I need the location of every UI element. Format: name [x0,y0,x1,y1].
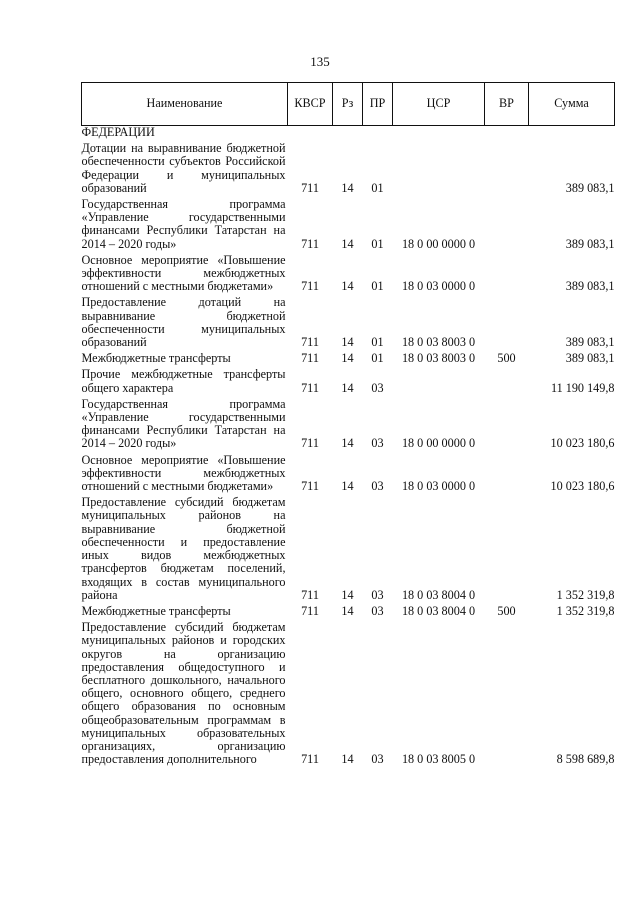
row-csr [393,141,485,197]
table-row [82,367,615,396]
row-name: Предоставление дотаций на выравнивание бюджетной обеспеченности муниципальных образований [81,295,286,350]
table-row [82,604,615,620]
row-kvsr: 711 [301,335,319,350]
row-vr [485,495,529,604]
row-csr: 18 0 03 8003 0 [401,335,476,350]
page-number: 135 [310,54,330,69]
header-csr: ЦСР [393,83,485,126]
header-pr: ПР [363,83,393,126]
row-name: Государственная программа «Управление государственными финансами Республики Татарстан на 2014 – 2020 годы» [81,396,286,451]
row-csr: 18 0 03 0000 0 [401,479,476,494]
table-row [82,197,615,253]
row-pr [363,126,393,142]
row-vr [485,295,529,351]
table-row [82,253,615,296]
table-row [82,141,615,197]
row-rz [333,126,363,142]
row-csr: 18 0 03 8003 0 [401,351,476,366]
row-pr: 01 [371,180,384,195]
table-row [82,453,615,496]
table-row [82,397,615,453]
row-rz: 14 [341,603,354,618]
table-row [82,126,615,142]
row-rz: 14 [341,587,354,602]
row-sum: 1 352 319,8 [556,587,615,602]
row-rz: 14 [341,236,354,251]
row-vr [485,367,529,396]
row-kvsr: 711 [301,380,319,395]
row-kvsr [288,126,333,142]
row-kvsr: 711 [301,587,319,602]
row-name: Дотации на выравнивание бюджетной обеспеченности субъектов Российской Федерации и муниципальных образований [81,141,286,195]
row-kvsr: 711 [301,279,319,294]
row-sum: 389 083,1 [565,236,615,251]
row-sum: 389 083,1 [565,180,615,195]
row-vr [485,397,529,453]
row-pr: 03 [371,436,384,451]
row-csr: 18 0 00 0000 0 [401,436,476,451]
row-sum: 8 598 689,8 [556,752,615,767]
row-kvsr: 711 [301,603,319,618]
row-pr: 03 [371,380,384,395]
row-pr: 03 [371,603,384,618]
row-pr: 01 [371,351,384,366]
row-vr [485,253,529,296]
row-sum [529,126,615,142]
row-kvsr: 711 [301,236,319,251]
row-pr: 03 [371,752,384,767]
table-row [82,295,615,351]
row-kvsr: 711 [301,180,319,195]
row-kvsr: 711 [301,351,319,366]
row-pr: 01 [371,236,384,251]
row-rz: 14 [341,752,354,767]
row-csr: 18 0 03 0000 0 [401,279,476,294]
row-vr [485,197,529,253]
row-vr: 500 [497,603,516,618]
header-kvsr: КВСР [288,83,333,126]
table-row [82,351,615,367]
row-sum: 10 023 180,6 [550,436,615,451]
row-vr [485,453,529,496]
row-rz: 14 [341,479,354,494]
row-sum: 389 083,1 [565,351,615,366]
row-rz: 14 [341,180,354,195]
row-name: Государственная программа «Управление государственными финансами Республики Татарстан на 2014 – 2020 годы» [81,197,286,251]
row-kvsr: 711 [301,479,319,494]
row-name: ФЕДЕРАЦИИ [81,125,155,139]
row-vr [485,126,529,142]
budget-table [81,82,615,768]
table-row [82,495,615,604]
row-csr [393,126,485,142]
row-name: Межбюджетные трансферты [81,351,231,366]
row-rz: 14 [341,380,354,395]
row-rz: 14 [341,351,354,366]
header-sum: Сумма [529,83,615,126]
row-rz: 14 [341,335,354,350]
header-name: Наименование [82,83,288,126]
row-name: Межбюджетные трансферты [81,603,231,618]
row-rz: 14 [341,436,354,451]
row-rz: 14 [341,279,354,294]
row-sum: 1 352 319,8 [556,603,615,618]
header-vr: ВР [485,83,529,126]
row-csr: 18 0 03 8005 0 [401,752,476,767]
row-name: Предоставление субсидий бюджетам муниципальных районов на выравнивание бюджетной обеспеченности и предоставление иных видов межбюджетных трансфертов бюджетам поселений, входящих в состав муниципального района [81,495,286,602]
row-csr: 18 0 03 8004 0 [401,603,476,618]
row-sum: 11 190 149,8 [550,380,615,395]
row-csr [393,367,485,396]
table-row [82,620,615,768]
row-csr: 18 0 00 0000 0 [401,236,476,251]
row-vr: 500 [497,351,516,366]
row-vr [485,141,529,197]
header-rz: Рз [333,83,363,126]
row-name: Предоставление субсидий бюджетам муниципальных районов и городских округов на организацию предоставления общедоступного и бесплатного дошкольного, начального общего, основного общего, среднего общего образования по основным общеобразовательным программам в муниципальных образовательных организациях, организацию предоставления дополнительного [81,620,286,767]
row-kvsr: 711 [301,436,319,451]
row-pr: 01 [371,335,384,350]
row-name: Основное мероприятие «Повышение эффективности межбюджетных отношений с местными бюджетами» [81,252,286,294]
row-name: Основное мероприятие «Повышение эффективности межбюджетных отношений с местными бюджетами» [81,452,286,494]
row-pr: 03 [371,479,384,494]
row-kvsr: 711 [301,752,319,767]
row-sum: 389 083,1 [565,335,615,350]
table-header-row [82,83,615,126]
row-name: Прочие межбюджетные трансферты общего характера [81,367,286,395]
row-sum: 10 023 180,6 [550,479,615,494]
row-vr [485,620,529,768]
row-pr: 03 [371,587,384,602]
row-csr: 18 0 03 8004 0 [401,587,476,602]
row-sum: 389 083,1 [565,279,615,294]
row-pr: 01 [371,279,384,294]
